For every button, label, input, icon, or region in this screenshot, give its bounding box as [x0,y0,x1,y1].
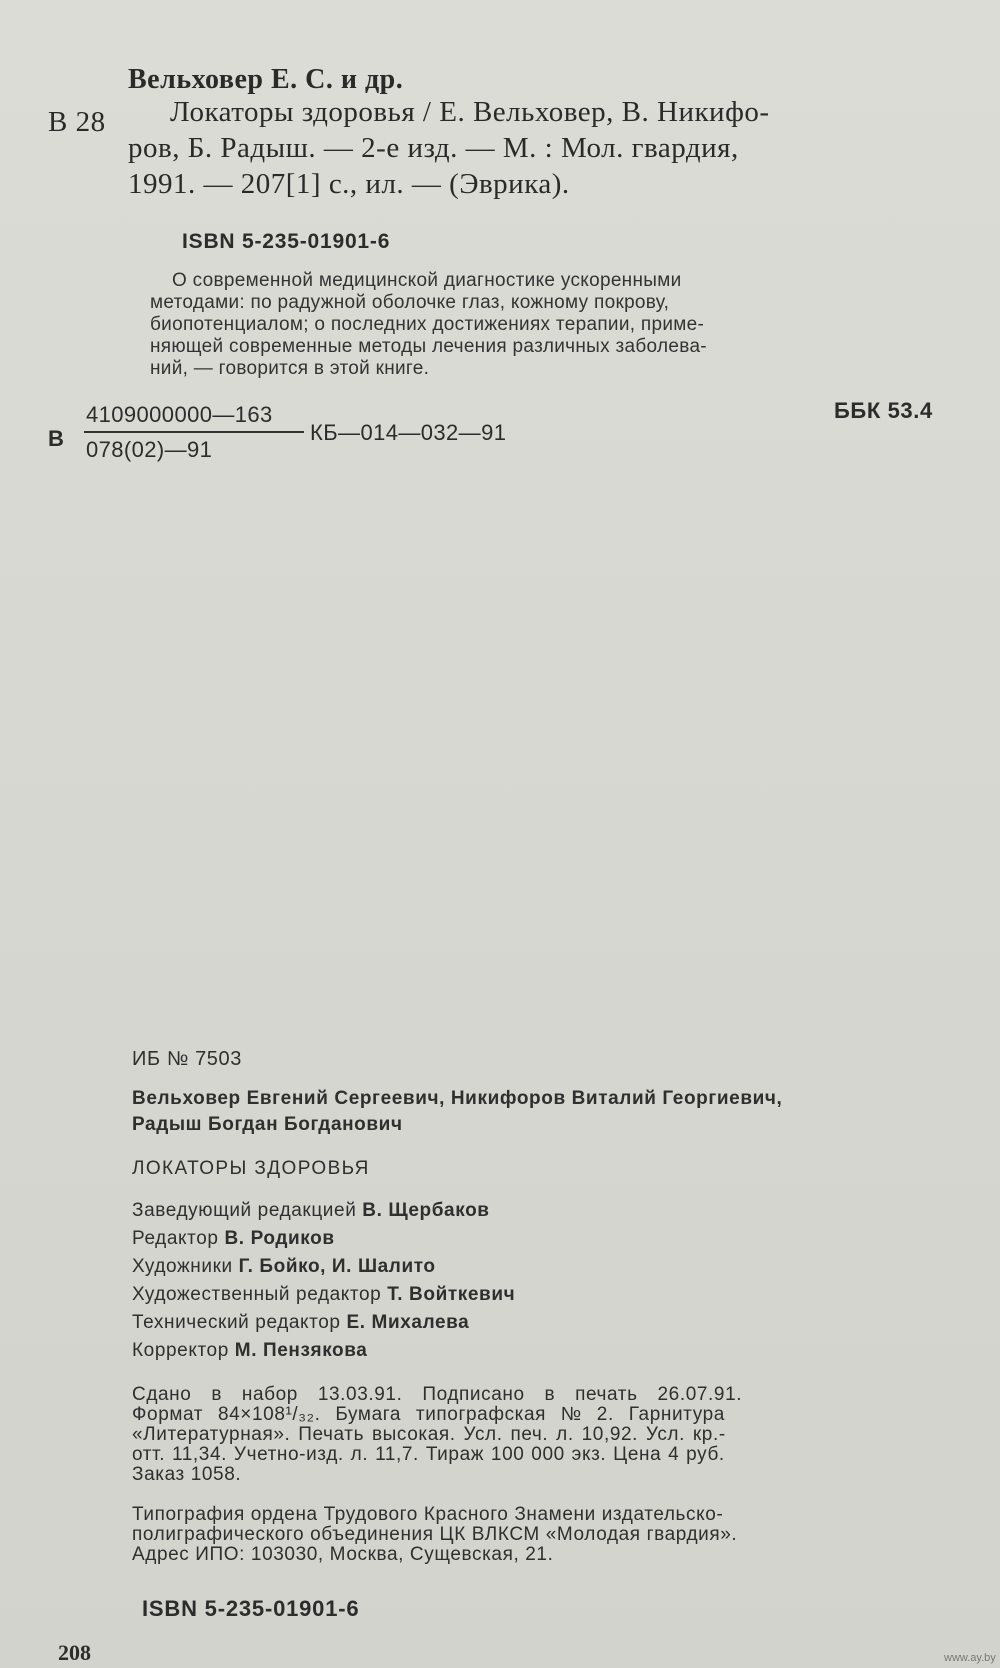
staff-role: Технический редактор [132,1312,341,1333]
staff-line [132,1312,469,1334]
print-line: отт. 11,34. Учетно-изд. л. 11,7. Тираж 100 000 экз. Цена 4 руб. [132,1444,725,1465]
card-title-line: Локаторы здоровья / Е. Вельховер, В. Никифо- [170,96,770,128]
staff-role: Редактор [132,1228,219,1249]
annotation-line: О современной медицинской диагностике ускоренными [172,270,682,291]
staff-name: Т. Войткевич [387,1284,516,1305]
index-code: В 28 [48,106,106,138]
authors-line: Радыш Богдан Богданович [132,1114,403,1135]
staff-line [132,1228,335,1250]
staff-role: Заведующий редакцией [132,1200,357,1221]
annotation-line: методами: по радужной оболочке глаз, кожному покрову, [150,292,670,313]
staff-role: Корректор [132,1340,229,1361]
book-title-caps: ЛОКАТОРЫ ЗДОРОВЬЯ [132,1158,370,1179]
staff-name: В. Щербаков [362,1200,490,1221]
imprint-isbn: ISBN 5-235-01901-6 [142,1596,360,1621]
author-heading: Вельховер Е. С. и др. [128,64,404,95]
printer-line: Адрес ИПО: 103030, Москва, Сущевская, 21. [132,1544,554,1565]
printer-line: полиграфического объединения ЦК ВЛКСМ «Молодая гвардия». [132,1524,738,1545]
authors-line: Вельховер Евгений Сергеевич, Никифоров Виталий Георгиевич, [132,1088,783,1109]
page-number: 208 [58,1640,91,1665]
annotation-line: биопотенциалом; о последних достижениях терапии, приме- [150,314,705,335]
printer-line: Типография ордена Трудового Красного Знамени издательско- [132,1504,724,1525]
staff-role: Художники [132,1256,233,1277]
staff-line [132,1284,515,1306]
staff-name: В. Родиков [224,1228,335,1249]
kb-code: КБ—014—032—91 [310,420,507,445]
fraction-denominator: 078(02)—91 [86,437,213,462]
print-line: Формат 84×108¹/₃₂. Бумага типографская № 2. Гарнитура [132,1404,725,1425]
staff-name: Г. Бойко, И. Шалито [238,1256,436,1277]
card-title-line: 1991. — 207[1] с., ил. — (Эврика). [128,168,570,200]
fraction-numerator: 4109000000—163 [86,402,273,427]
print-line: Сдано в набор 13.03.91. Подписано в печать 26.07.91. [132,1384,743,1405]
print-line: «Литературная». Печать высокая. Усл. печ. л. 10,92. Усл. кр.- [132,1424,726,1445]
fraction-bar [84,431,304,433]
ib-number: ИБ № 7503 [132,1048,242,1070]
staff-line [132,1340,367,1362]
bbk-code: ББК 53.4 [834,398,933,423]
annotation-line: ний, — говорится в этой книге. [150,358,430,379]
watermark: www.ay.by [944,1652,996,1664]
annotation-line: няющей современные методы лечения различных заболева- [150,336,707,357]
staff-line [132,1256,436,1278]
staff-role: Художественный редактор [132,1284,382,1305]
staff-name: М. Пензякова [234,1340,368,1361]
staff-line [132,1200,490,1222]
staff-name: Е. Михалева [346,1312,470,1333]
card-isbn: ISBN 5-235-01901-6 [182,230,391,253]
card-title-line: ров, Б. Радыш. — 2-е изд. — М. : Мол. гвардия, [128,132,739,164]
print-line: Заказ 1058. [132,1464,242,1485]
letter-b: В [48,426,64,451]
